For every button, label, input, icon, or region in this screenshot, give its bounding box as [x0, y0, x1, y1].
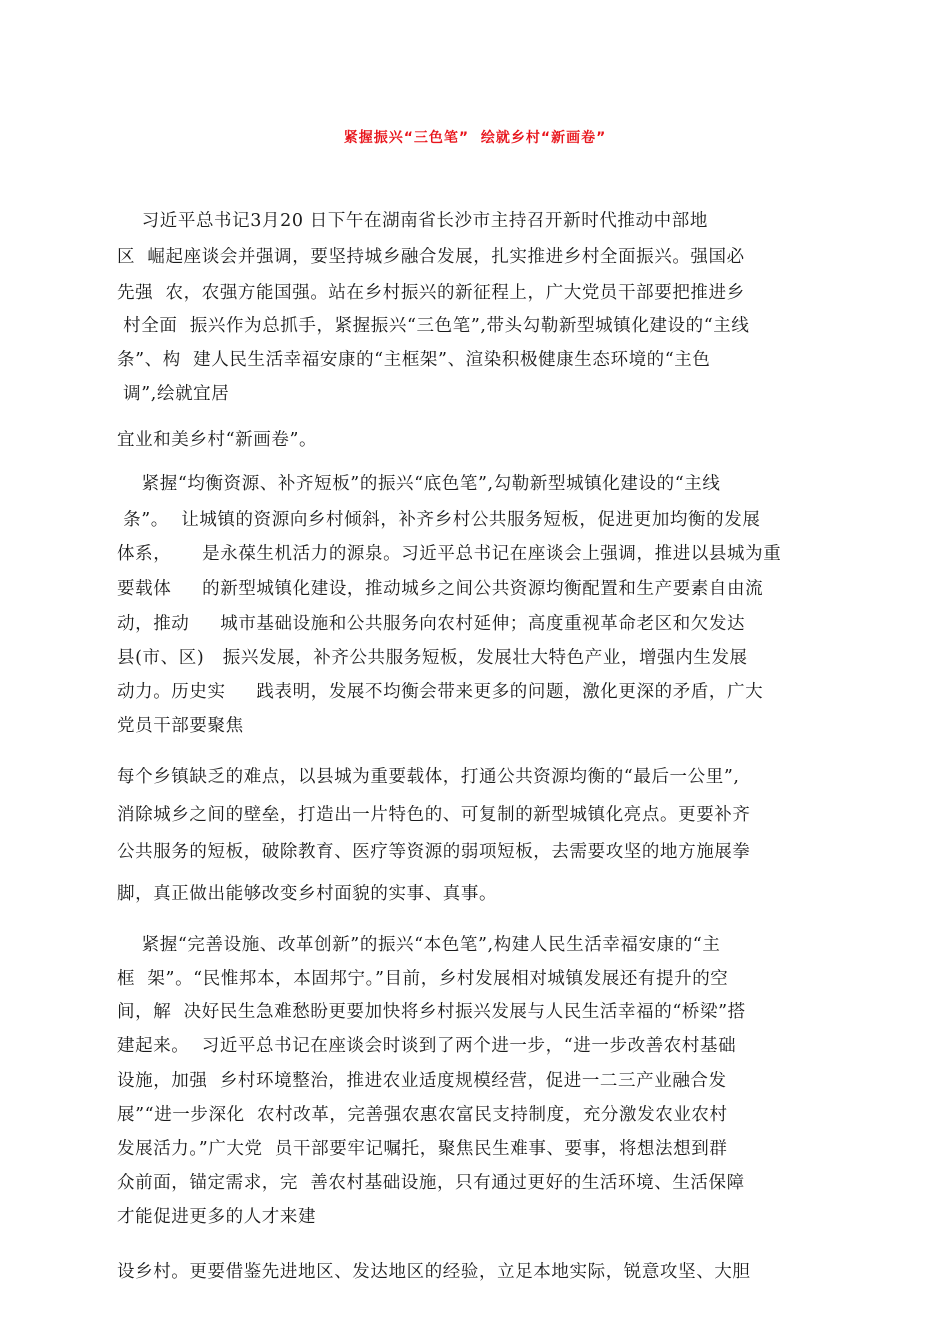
- paragraph-line: 习近平总书记3月20 日下午在湖南省长沙市主持召开新时代推动中部地: [117, 211, 708, 231]
- paragraph-line: 脚，真正做出能够改变乡村面貌的实事、真事。: [117, 884, 498, 904]
- paragraph-line: 动，推动 城市基础设施和公共服务向农村延伸；高度重视革命老区和欠发达: [117, 614, 746, 634]
- paragraph-line: 党员干部要聚焦: [117, 716, 244, 736]
- paragraph-line: 县(市、区) 振兴发展，补齐公共服务短板，发展壮大特色产业，增强内生发展: [117, 648, 748, 668]
- paragraph-line: 体系， 是永葆生机活力的源泉。习近平总书记在座谈会上强调，推进以县城为重: [117, 544, 782, 564]
- paragraph-line: 村全面 振兴作为总抓手，紧握振兴“三色笔”,带头勾勒新型城镇化建设的“主线: [117, 316, 750, 336]
- paragraph-line: 紧握“均衡资源、补齐短板”的振兴“底色笔”,勾勒新型城镇化建设的“主线: [117, 474, 721, 494]
- paragraph-line: 发展活力。”广大党 员干部要牢记嘱托，聚焦民生难事、要事，将想法想到群: [117, 1139, 728, 1159]
- paragraph-line: 公共服务的短板，破除教育、医疗等资源的弱项短板，去需要攻坚的地方施展拳: [117, 842, 751, 862]
- paragraph-line: 每个乡镇缺乏的难点，以县城为重要载体，打通公共资源均衡的“最后一公里”,: [117, 767, 740, 787]
- paragraph-line: 建起来。 习近平总书记在座谈会时谈到了两个进一步，“进一步改善农村基础: [117, 1036, 737, 1056]
- paragraph-line: 设施，加强 乡村环境整治，推进农业适度规模经营，促进一二三产业融合发: [117, 1071, 727, 1091]
- paragraph-line: 宜业和美乡村“新画卷”。: [117, 430, 318, 450]
- paragraph-line: 条”。 让城镇的资源向乡村倾斜，补齐乡村公共服务短板，促进更加均衡的发展: [117, 510, 761, 530]
- paragraph-line: 要载体 的新型城镇化建设，推动城乡之间公共资源均衡配置和生产要素自由流: [117, 579, 764, 599]
- paragraph-line: 设乡村。更要借鉴先进地区、发达地区的经验，立足本地实际，锐意攻坚、大胆: [117, 1262, 751, 1282]
- paragraph-line: 展”“进一步深化 农村改革，完善强农惠农富民支持制度，充分激发农业农村: [117, 1105, 728, 1125]
- paragraph-line: 紧握“完善设施、改革创新”的振兴“本色笔”,构建人民生活幸福安康的“主: [117, 935, 721, 955]
- paragraph-line: 众前面，锚定需求，完 善农村基础设施，只有通过更好的生活环境、生活保障: [117, 1173, 745, 1193]
- paragraph-line: 框 架”。“民惟邦本，本固邦宁。”目前，乡村发展相对城镇发展还有提升的空: [117, 969, 729, 989]
- paragraph-line: 动力。历史实 践表明，发展不均衡会带来更多的问题，激化更深的矛盾，广大: [117, 682, 764, 702]
- paragraph-line: 间，解 决好民生急难愁盼更要加快将乡村振兴发展与人民生活幸福的“桥梁”搭: [117, 1002, 746, 1022]
- paragraph-line: 消除城乡之间的壁垒，打造出一片特色的、可复制的新型城镇化亮点。更要补齐: [117, 805, 751, 825]
- paragraph-line: 区 崛起座谈会并强调，要坚持城乡融合发展，扎实推进乡村全面振兴。强国必: [117, 247, 745, 267]
- document-title: 紧握振兴“三色笔” 绘就乡村“新画卷”: [343, 130, 607, 146]
- paragraph-line: 条”、构 建人民生活幸福安康的“主框架”、渲染积极健康生态环境的“主色: [117, 350, 711, 370]
- paragraph-line: 调”,绘就宜居: [117, 384, 230, 404]
- paragraph-line: 先强 农，农强方能国强。站在乡村振兴的新征程上，广大党员干部要把推进乡: [117, 283, 745, 303]
- paragraph-line: 才能促进更多的人才来建: [117, 1207, 317, 1227]
